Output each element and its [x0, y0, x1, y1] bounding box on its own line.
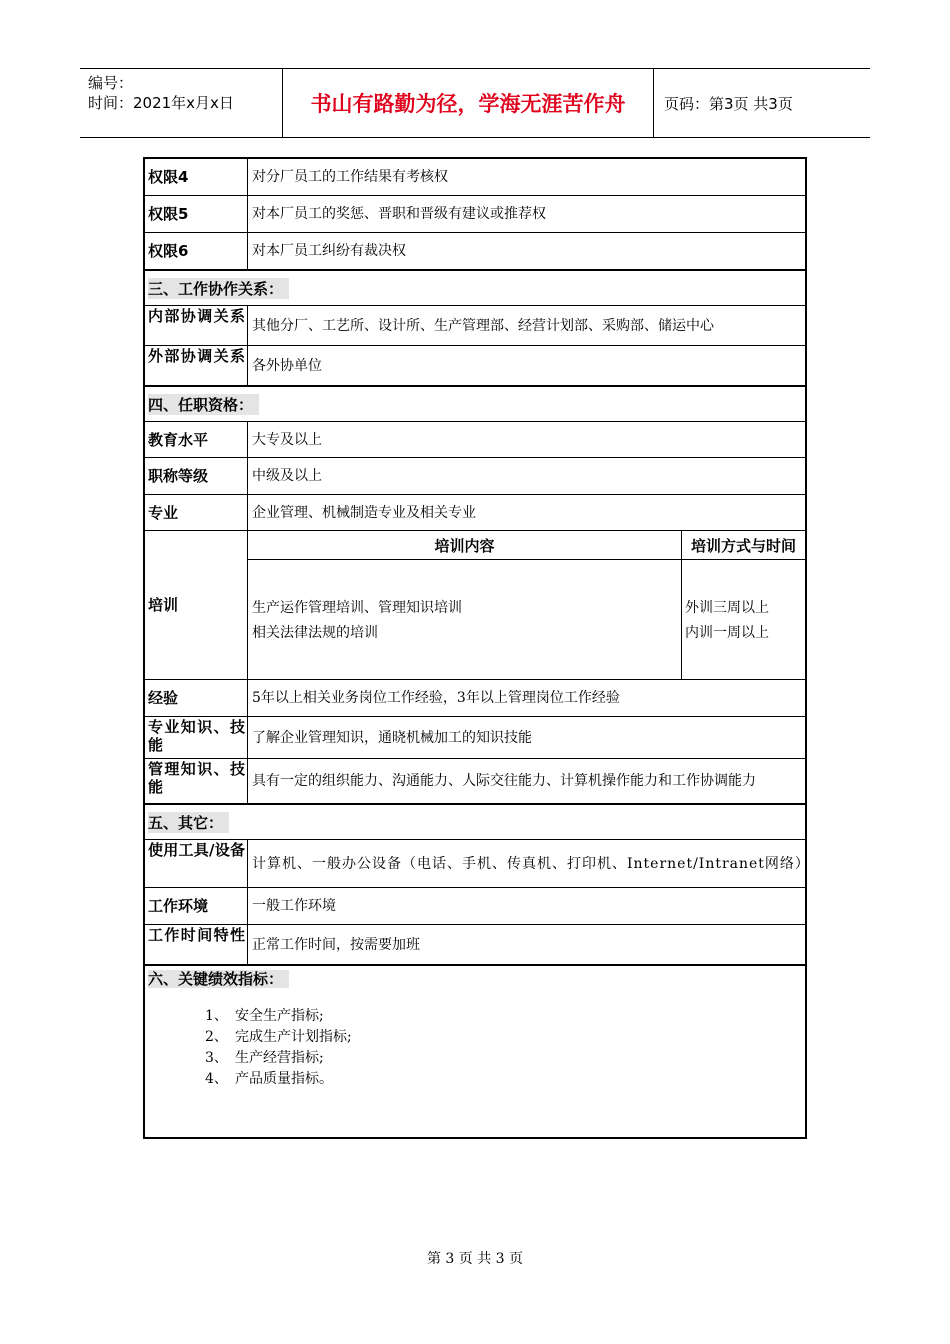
- list-item: [205, 1006, 352, 1027]
- training-content-item: 生产运作管理培训、管理知识培训: [252, 600, 462, 616]
- kpi-list: [205, 1006, 352, 1090]
- authority-label: 权限6: [145, 233, 248, 269]
- training-content-header: 培训内容: [248, 531, 682, 560]
- header-motto: 书山有路勤为径，学海无涯苦作舟: [282, 69, 654, 137]
- header-meta: [80, 69, 282, 137]
- authority-value: 对分厂员工的工作结果有考核权: [252, 169, 448, 185]
- training-method: [682, 560, 805, 679]
- mgmt-skill-value: 具有一定的组织能力、沟通能力、人际交往能力、计算机操作能力和工作协调能力: [252, 773, 756, 789]
- internal-coordination-value: 其他分厂、工艺所、设计所、生产管理部、经营计划部、采购部、储运中心: [252, 317, 714, 334]
- external-coordination-value: 各外协单位: [252, 357, 322, 374]
- tools-row: [145, 839, 810, 887]
- list-item: [205, 1048, 352, 1069]
- training-method-item: 外训三周以上: [685, 600, 769, 616]
- mgmt-skill-label: 管理知识、技能: [145, 759, 248, 803]
- pro-skill-label: 专业知识、技能: [145, 717, 248, 758]
- section-4-header: [145, 385, 805, 421]
- major-row: [145, 494, 805, 530]
- work-hours-value: 正常工作时间，按需要加班: [252, 936, 420, 953]
- environment-row: [145, 887, 805, 924]
- section-3-header: [145, 269, 805, 305]
- title-level-row: [145, 457, 805, 494]
- training-content-item: 相关法律法规的培训: [252, 625, 378, 641]
- authority-row: [145, 159, 805, 195]
- kpi-number: 3、: [205, 1050, 228, 1066]
- experience-value: 5年以上相关业务岗位工作经验，3年以上管理岗位工作经验: [252, 690, 620, 706]
- training-label: 培训: [145, 531, 248, 679]
- training-row: [145, 530, 805, 679]
- authority-row: [145, 195, 805, 232]
- mgmt-skill-row: [145, 758, 805, 803]
- kpi-number: 1、: [205, 1008, 228, 1024]
- pro-skill-row: [145, 716, 805, 758]
- kpi-number: 4、: [205, 1071, 228, 1087]
- kpi-text: 产品质量指标。: [235, 1071, 333, 1087]
- page-footer: 第 3 页 共 3 页: [426, 1251, 524, 1267]
- kpi-number: 2、: [205, 1029, 228, 1045]
- tools-label: 使用工具/设备: [145, 840, 248, 887]
- section-6-title: 六、关键绩效指标：: [148, 970, 289, 988]
- education-label: 教育水平: [145, 422, 248, 457]
- external-coordination-label: 外部协调关系: [145, 346, 248, 385]
- education-value: 大专及以上: [252, 431, 322, 448]
- list-item: [205, 1027, 352, 1048]
- experience-label: 经验: [145, 680, 248, 716]
- authority-label: 权限4: [145, 159, 248, 195]
- kpi-text: 生产经营指标;: [235, 1050, 324, 1066]
- major-value: 企业管理、机械制造专业及相关专业: [252, 504, 476, 521]
- section-5-title: 五、其它：: [148, 812, 229, 833]
- authority-value: 对本厂员工的奖惩、晋职和晋级有建议或推荐权: [252, 206, 546, 222]
- tools-value: 计算机、一般办公设备（电话、手机、传真机、打印机、Internet/Intranet网络）: [252, 855, 810, 872]
- training-content: [248, 560, 682, 679]
- environment-value: 一般工作环境: [252, 898, 336, 914]
- section-3-title: 三、工作协作关系：: [148, 278, 289, 299]
- authority-value: 对本厂员工纠纷有裁决权: [252, 243, 406, 259]
- list-item: [205, 1069, 352, 1090]
- environment-label: 工作环境: [145, 888, 248, 924]
- job-description-table: [143, 157, 810, 1139]
- work-hours-row: [145, 924, 805, 964]
- major-label: 专业: [145, 495, 248, 530]
- training-method-header: 培训方式与时间: [682, 531, 805, 560]
- kpi-text: 完成生产计划指标;: [235, 1029, 352, 1045]
- code-label: 编号：: [88, 74, 134, 92]
- experience-row: [145, 679, 805, 716]
- kpi-text: 安全生产指标;: [235, 1008, 324, 1024]
- section-5-header: [145, 803, 805, 839]
- training-method-item: 内训一周以上: [685, 625, 769, 641]
- document-header: [80, 68, 870, 138]
- education-row: [145, 421, 805, 457]
- header-page-info: 页码：第3页 共3页: [664, 94, 793, 113]
- work-hours-label: 工作时间特性: [145, 925, 248, 964]
- title-level-label: 职称等级: [145, 458, 248, 494]
- internal-coordination-row: [145, 305, 805, 345]
- authority-row: [145, 232, 805, 269]
- authority-label: 权限5: [145, 196, 248, 232]
- title-level-value: 中级及以上: [252, 468, 322, 484]
- time-label: 时间：2021年x月x日: [88, 94, 234, 112]
- pro-skill-value: 了解企业管理知识，通晓机械加工的知识技能: [252, 729, 532, 746]
- section-4-title: 四、任职资格：: [148, 394, 259, 415]
- internal-coordination-label: 内部协调关系: [145, 306, 248, 345]
- section-6: [145, 964, 805, 1137]
- external-coordination-row: [145, 345, 805, 385]
